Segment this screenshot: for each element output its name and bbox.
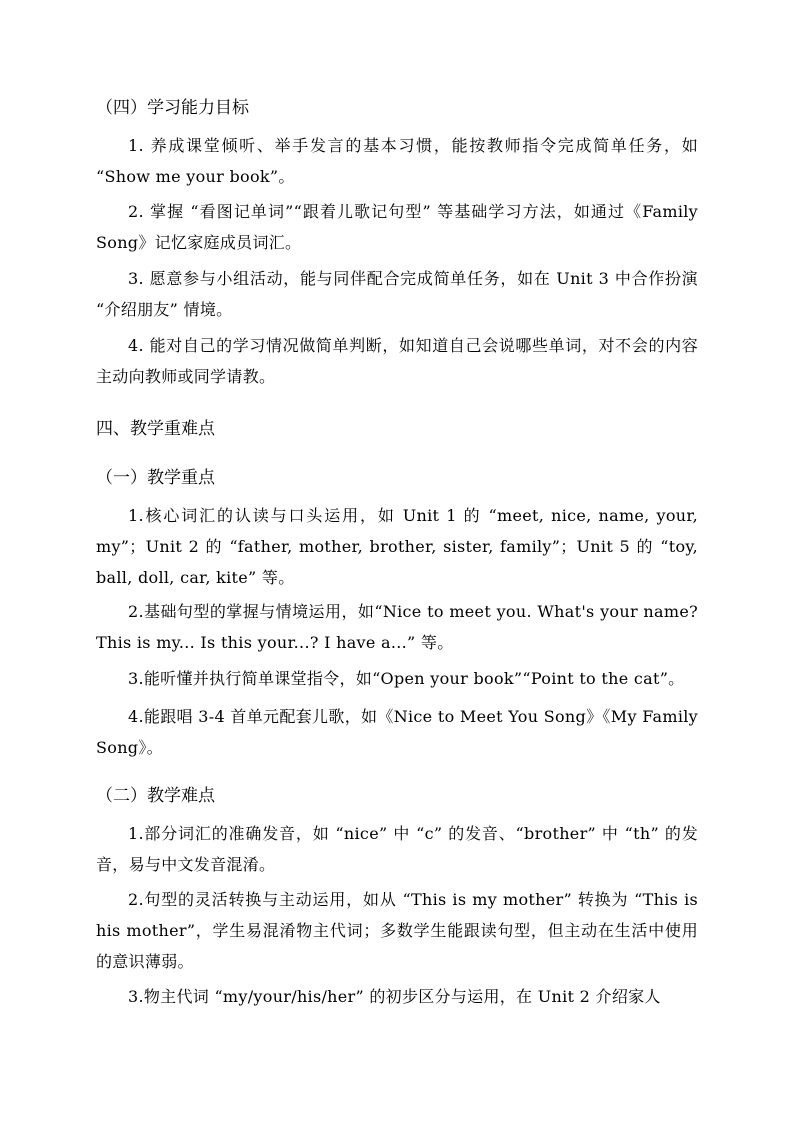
paragraph-focus-1: 1.核心词汇的认读与口头运用，如 Unit 1 的 “meet, nice, name, your, my”；Unit 2 的 “father, mother, brother, sister, family”；Unit 5 的 “toy, ball, doll, car, kite” 等。 — [96, 506, 698, 587]
paragraph-ability-4: 4. 能对自己的学习情况做简单判断，如知道自己会说哪些单词，对不会的内容主动向教师或同学请教。 — [96, 336, 698, 386]
paragraph-ability-3: 3. 愿意参与小组活动，能与同伴配合完成简单任务，如在 Unit 3 中合作扮演 “介绍朋友” 情境。 — [96, 269, 698, 319]
section-heading-teaching-difficulty: （二）教学难点 — [96, 786, 215, 806]
paragraph-difficulty-3: 3.物主代词 “my/your/his/her” 的初步区分与运用，在 Unit 2 介绍家人 — [128, 987, 661, 1006]
paragraph-focus-3: 3.能听懂并执行简单课堂指令，如“Open your book”“Point to the cat”。 — [128, 669, 685, 688]
paragraph-focus-2: 2.基础句型的掌握与情境运用，如“Nice to meet you. What's your name? This is my... Is this your...? I have a...” 等。 — [96, 602, 698, 652]
paragraph-ability-1: 1. 养成课堂倾听、举手发言的基本习惯，能按教师指令完成简单任务，如 “Show me your book”。 — [96, 136, 698, 186]
section-heading-teaching-focus: （一）教学重点 — [96, 468, 215, 488]
section-heading-key-difficult-points: 四、教学重难点 — [96, 419, 215, 439]
paragraph-focus-4: 4.能跟唱 3-4 首单元配套儿歌，如《Nice to Meet You Song》《My Family Song》。 — [96, 707, 698, 757]
paragraph-ability-2: 2. 掌握 “看图记单词”“跟着儿歌记句型” 等基础学习方法，如通过《Family Song》记忆家庭成员词汇。 — [96, 202, 698, 252]
paragraph-difficulty-2: 2.句型的灵活转换与主动运用，如从 “This is my mother” 转换为 “This is his mother”，学生易混淆物主代词；多数学生能跟读句型，但主动在生活中使用的意识薄弱。 — [96, 890, 698, 971]
paragraph-difficulty-1: 1.部分词汇的准确发音，如 “nice” 中 “c” 的发音、“brother” 中 “th” 的发音，易与中文发音混淆。 — [96, 824, 698, 874]
section-heading-learning-ability: （四）学习能力目标 — [96, 98, 249, 118]
